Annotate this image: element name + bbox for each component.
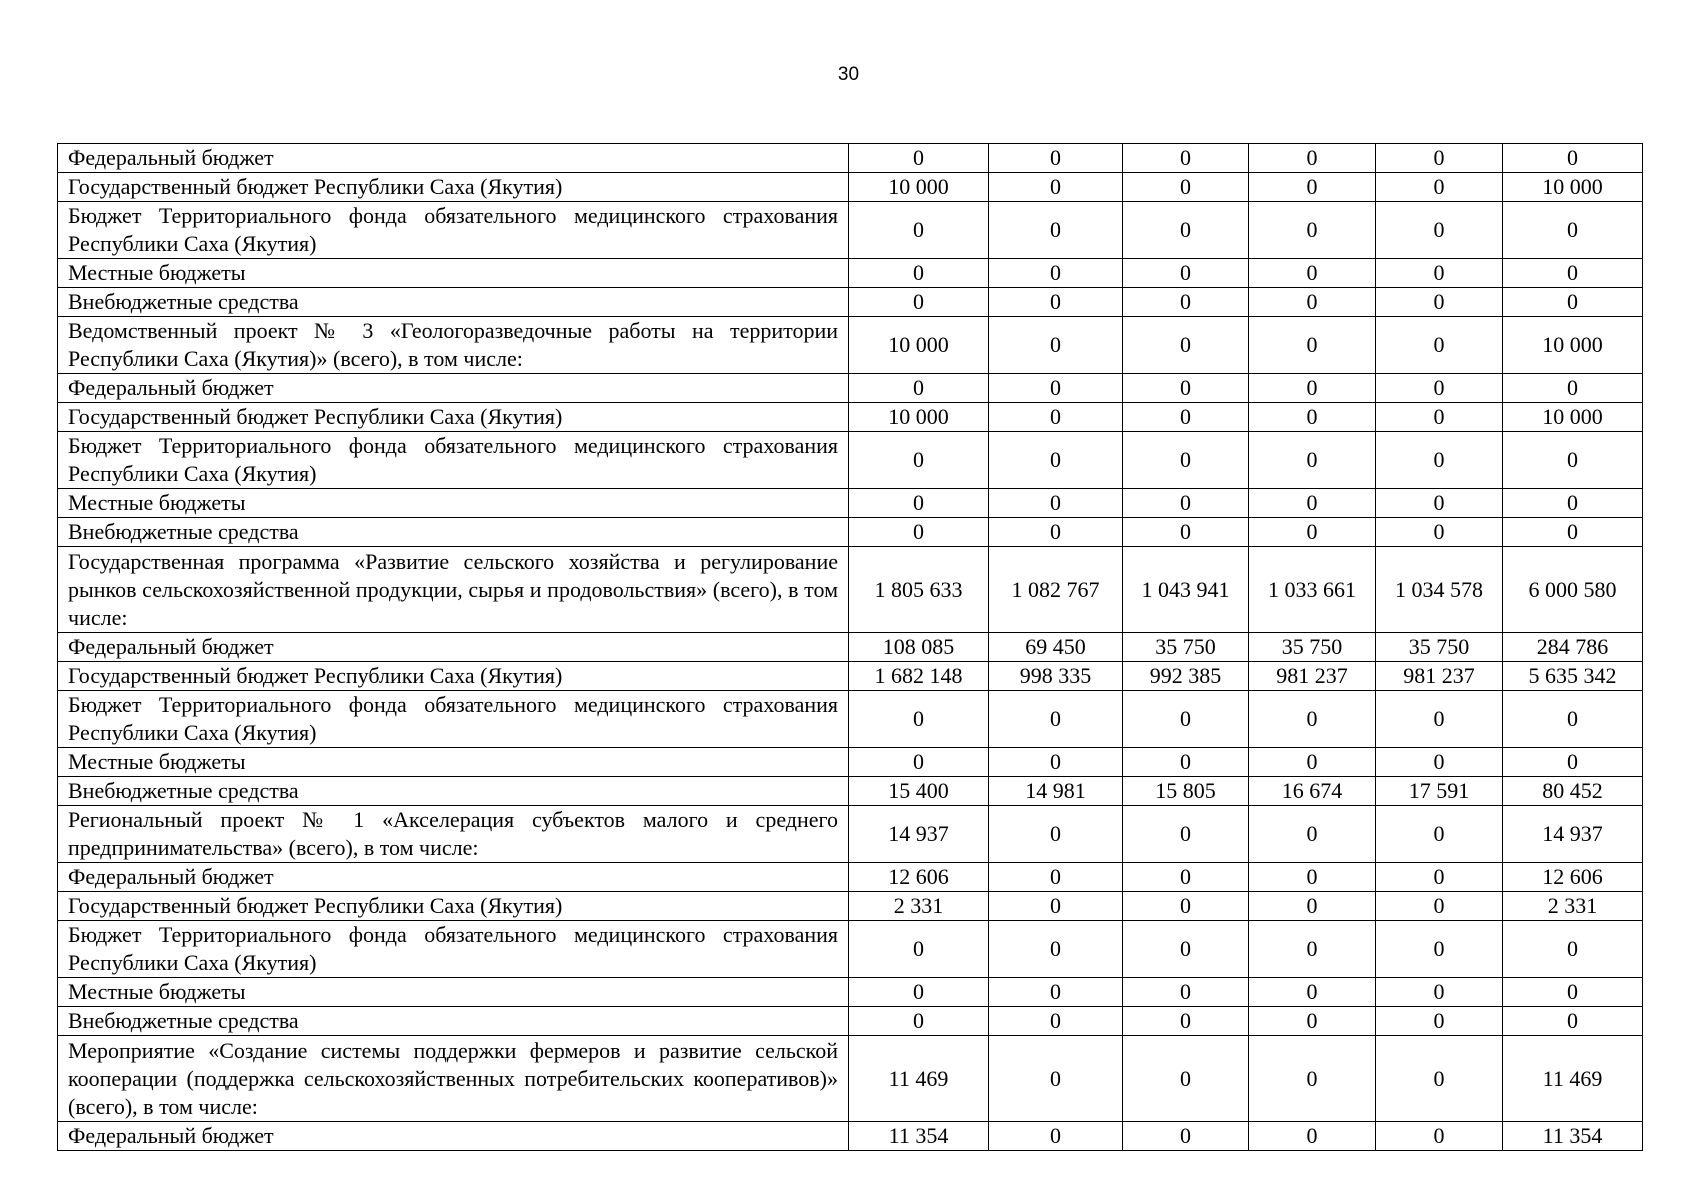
row-label: Государственный бюджет Республики Саха (Якутия) (58, 892, 849, 921)
row-value: 0 (1376, 806, 1503, 863)
row-value: 0 (989, 518, 1123, 547)
row-value: 0 (1249, 144, 1376, 173)
row-value: 0 (1123, 978, 1249, 1007)
table-row (58, 662, 1643, 691)
row-value: 0 (1123, 202, 1249, 259)
row-total-value: 5 635 342 (1503, 662, 1643, 691)
row-value: 0 (1249, 892, 1376, 921)
table-row (58, 374, 1643, 403)
row-value: 0 (989, 403, 1123, 432)
page-number: 30 (837, 64, 860, 85)
row-total-value: 0 (1503, 691, 1643, 748)
row-value: 0 (989, 374, 1123, 403)
row-value: 0 (849, 288, 989, 317)
row-value: 0 (989, 863, 1123, 892)
row-total-value: 284 786 (1503, 633, 1643, 662)
row-value: 0 (849, 518, 989, 547)
row-total-value: 14 937 (1503, 806, 1643, 863)
row-value: 0 (989, 173, 1123, 202)
row-total-value: 11 469 (1503, 1036, 1643, 1122)
row-total-value: 10 000 (1503, 403, 1643, 432)
table-row (58, 777, 1643, 806)
row-label: Федеральный бюджет (58, 1122, 849, 1151)
row-value: 0 (849, 202, 989, 259)
row-value: 0 (1376, 748, 1503, 777)
row-value: 0 (1123, 173, 1249, 202)
row-total-value: 0 (1503, 202, 1643, 259)
row-label: Государственная программа «Развитие сельского хозяйства и регулирование рынков сельскохозяйственной продукции, сырья и продовольствия» (всего), в том числе: (58, 547, 849, 633)
row-value: 0 (1249, 1122, 1376, 1151)
row-value: 15 400 (849, 777, 989, 806)
row-value: 0 (1376, 259, 1503, 288)
table-row (58, 403, 1643, 432)
row-value: 0 (1123, 432, 1249, 489)
row-label: Ведомственный проект № 3 «Геологоразведочные работы на территории Республики Саха (Якутия)» (всего), в том числе: (58, 317, 849, 374)
row-value: 0 (1123, 144, 1249, 173)
row-value: 0 (1123, 288, 1249, 317)
row-label: Бюджет Территориального фонда обязательного медицинского страхования Республики Саха (Якутия) (58, 202, 849, 259)
row-label: Государственный бюджет Республики Саха (Якутия) (58, 403, 849, 432)
row-label: Местные бюджеты (58, 748, 849, 777)
row-total-value: 2 331 (1503, 892, 1643, 921)
row-value: 10 000 (849, 403, 989, 432)
row-value: 0 (989, 489, 1123, 518)
row-value: 0 (989, 978, 1123, 1007)
row-value: 0 (989, 259, 1123, 288)
table-row (58, 978, 1643, 1007)
row-value: 1 805 633 (849, 547, 989, 633)
row-value: 14 937 (849, 806, 989, 863)
row-value: 14 981 (989, 777, 1123, 806)
table-row (58, 432, 1643, 489)
row-value: 1 043 941 (1123, 547, 1249, 633)
table-row (58, 1036, 1643, 1122)
row-value: 0 (1376, 317, 1503, 374)
row-label: Мероприятие «Создание системы поддержки фермеров и развитие сельской кооперации (поддержка сельскохозяйственных потребительских кооперативов)» (всего), в том числе: (58, 1036, 849, 1122)
row-value: 1 033 661 (1249, 547, 1376, 633)
row-label: Внебюджетные средства (58, 288, 849, 317)
row-total-value: 0 (1503, 489, 1643, 518)
row-label: Внебюджетные средства (58, 777, 849, 806)
row-value: 0 (1376, 921, 1503, 978)
row-label: Региональный проект № 1 «Акселерация субъектов малого и среднего предпринимательства» (всего), в том числе: (58, 806, 849, 863)
row-value: 0 (1249, 978, 1376, 1007)
row-value: 12 606 (849, 863, 989, 892)
row-value: 0 (1123, 806, 1249, 863)
row-label: Государственный бюджет Республики Саха (Якутия) (58, 173, 849, 202)
row-value: 0 (849, 691, 989, 748)
row-value: 0 (1376, 518, 1503, 547)
row-value: 17 591 (1376, 777, 1503, 806)
row-value: 0 (1376, 288, 1503, 317)
row-value: 2 331 (849, 892, 989, 921)
row-value: 0 (1376, 1122, 1503, 1151)
row-value: 0 (1376, 489, 1503, 518)
table-row (58, 892, 1643, 921)
row-value: 108 085 (849, 633, 989, 662)
row-label: Местные бюджеты (58, 489, 849, 518)
row-value: 11 469 (849, 1036, 989, 1122)
row-total-value: 0 (1503, 748, 1643, 777)
row-value: 0 (989, 1007, 1123, 1036)
row-value: 0 (1123, 921, 1249, 978)
row-value: 0 (1249, 489, 1376, 518)
row-total-value: 10 000 (1503, 317, 1643, 374)
row-total-value: 0 (1503, 144, 1643, 173)
row-value: 0 (1123, 317, 1249, 374)
row-label: Внебюджетные средства (58, 518, 849, 547)
row-value: 0 (1376, 144, 1503, 173)
table-row (58, 806, 1643, 863)
row-value: 0 (989, 432, 1123, 489)
row-value: 0 (849, 978, 989, 1007)
row-value: 0 (1123, 691, 1249, 748)
row-value: 0 (989, 806, 1123, 863)
row-total-value: 0 (1503, 259, 1643, 288)
row-value: 0 (1123, 863, 1249, 892)
table-row (58, 489, 1643, 518)
table-row (58, 144, 1643, 173)
row-label: Бюджет Территориального фонда обязательного медицинского страхования Республики Саха (Якутия) (58, 432, 849, 489)
row-label: Внебюджетные средства (58, 1007, 849, 1036)
row-total-value: 80 452 (1503, 777, 1643, 806)
row-value: 10 000 (849, 317, 989, 374)
table-row (58, 173, 1643, 202)
row-value: 0 (1123, 518, 1249, 547)
row-value: 0 (1249, 374, 1376, 403)
row-value: 69 450 (989, 633, 1123, 662)
row-value: 0 (989, 288, 1123, 317)
row-total-value: 0 (1503, 1007, 1643, 1036)
row-value: 10 000 (849, 173, 989, 202)
row-total-value: 10 000 (1503, 173, 1643, 202)
row-value: 0 (1249, 432, 1376, 489)
row-value: 0 (989, 921, 1123, 978)
row-value: 0 (1376, 374, 1503, 403)
row-value: 0 (1123, 403, 1249, 432)
table-body (58, 144, 1643, 1151)
row-value: 0 (989, 202, 1123, 259)
row-label: Бюджет Территориального фонда обязательного медицинского страхования Республики Саха (Якутия) (58, 921, 849, 978)
row-value: 0 (849, 1007, 989, 1036)
row-value: 16 674 (1249, 777, 1376, 806)
row-value: 0 (1376, 1007, 1503, 1036)
table-row (58, 633, 1643, 662)
row-value: 0 (1249, 1007, 1376, 1036)
row-value: 0 (1123, 374, 1249, 403)
row-value: 1 034 578 (1376, 547, 1503, 633)
row-value: 0 (989, 691, 1123, 748)
table-row (58, 1122, 1643, 1151)
table-row (58, 202, 1643, 259)
row-value: 35 750 (1249, 633, 1376, 662)
row-value: 0 (989, 1122, 1123, 1151)
table-row (58, 317, 1643, 374)
row-total-value: 6 000 580 (1503, 547, 1643, 633)
row-value: 0 (989, 317, 1123, 374)
row-value: 992 385 (1123, 662, 1249, 691)
row-value: 0 (1376, 691, 1503, 748)
row-value: 0 (1123, 892, 1249, 921)
row-value: 0 (849, 432, 989, 489)
row-value: 981 237 (1376, 662, 1503, 691)
row-value: 35 750 (1123, 633, 1249, 662)
row-value: 1 082 767 (989, 547, 1123, 633)
table-row (58, 863, 1643, 892)
row-value: 0 (1376, 432, 1503, 489)
row-value: 0 (1376, 892, 1503, 921)
row-value: 0 (849, 144, 989, 173)
row-value: 981 237 (1249, 662, 1376, 691)
row-value: 0 (1249, 1036, 1376, 1122)
row-label: Федеральный бюджет (58, 374, 849, 403)
row-value: 0 (1249, 317, 1376, 374)
row-value: 0 (1123, 489, 1249, 518)
row-total-value: 11 354 (1503, 1122, 1643, 1151)
row-total-value: 12 606 (1503, 863, 1643, 892)
row-value: 0 (1123, 259, 1249, 288)
row-value: 0 (849, 374, 989, 403)
row-value: 0 (1376, 173, 1503, 202)
row-value: 0 (1376, 863, 1503, 892)
row-value: 11 354 (849, 1122, 989, 1151)
row-value: 0 (1249, 748, 1376, 777)
row-label: Местные бюджеты (58, 978, 849, 1007)
budget-table (57, 143, 1643, 1151)
table-row (58, 1007, 1643, 1036)
row-value: 0 (1249, 288, 1376, 317)
table-row (58, 921, 1643, 978)
row-total-value: 0 (1503, 432, 1643, 489)
table-row (58, 288, 1643, 317)
table-row (58, 547, 1643, 633)
row-value: 0 (1249, 259, 1376, 288)
row-label: Федеральный бюджет (58, 633, 849, 662)
row-value: 0 (1249, 691, 1376, 748)
row-value: 0 (1249, 518, 1376, 547)
row-value: 0 (1249, 403, 1376, 432)
row-label: Государственный бюджет Республики Саха (Якутия) (58, 662, 849, 691)
row-value: 0 (1249, 921, 1376, 978)
table-row (58, 691, 1643, 748)
row-value: 0 (989, 748, 1123, 777)
row-value: 0 (1249, 806, 1376, 863)
row-value: 0 (849, 748, 989, 777)
row-label: Бюджет Территориального фонда обязательного медицинского страхования Республики Саха (Якутия) (58, 691, 849, 748)
row-value: 0 (1376, 202, 1503, 259)
row-value: 0 (1123, 1036, 1249, 1122)
row-value: 0 (989, 144, 1123, 173)
table-row (58, 748, 1643, 777)
row-label: Местные бюджеты (58, 259, 849, 288)
table-row (58, 518, 1643, 547)
row-value: 1 682 148 (849, 662, 989, 691)
row-total-value: 0 (1503, 921, 1643, 978)
row-value: 35 750 (1376, 633, 1503, 662)
row-total-value: 0 (1503, 518, 1643, 547)
row-total-value: 0 (1503, 374, 1643, 403)
row-value: 15 805 (1123, 777, 1249, 806)
row-value: 0 (989, 892, 1123, 921)
row-value: 0 (1123, 1122, 1249, 1151)
row-value: 0 (1249, 202, 1376, 259)
row-value: 0 (1376, 403, 1503, 432)
row-value: 0 (1376, 978, 1503, 1007)
row-value: 0 (989, 1036, 1123, 1122)
row-value: 0 (849, 921, 989, 978)
row-total-value: 0 (1503, 288, 1643, 317)
table-row (58, 259, 1643, 288)
row-value: 0 (1376, 1036, 1503, 1122)
row-value: 0 (1249, 173, 1376, 202)
row-value: 0 (1249, 863, 1376, 892)
row-total-value: 0 (1503, 978, 1643, 1007)
row-value: 0 (849, 489, 989, 518)
row-value: 0 (1123, 1007, 1249, 1036)
row-label: Федеральный бюджет (58, 144, 849, 173)
row-value: 998 335 (989, 662, 1123, 691)
row-label: Федеральный бюджет (58, 863, 849, 892)
row-value: 0 (849, 259, 989, 288)
row-value: 0 (1123, 748, 1249, 777)
